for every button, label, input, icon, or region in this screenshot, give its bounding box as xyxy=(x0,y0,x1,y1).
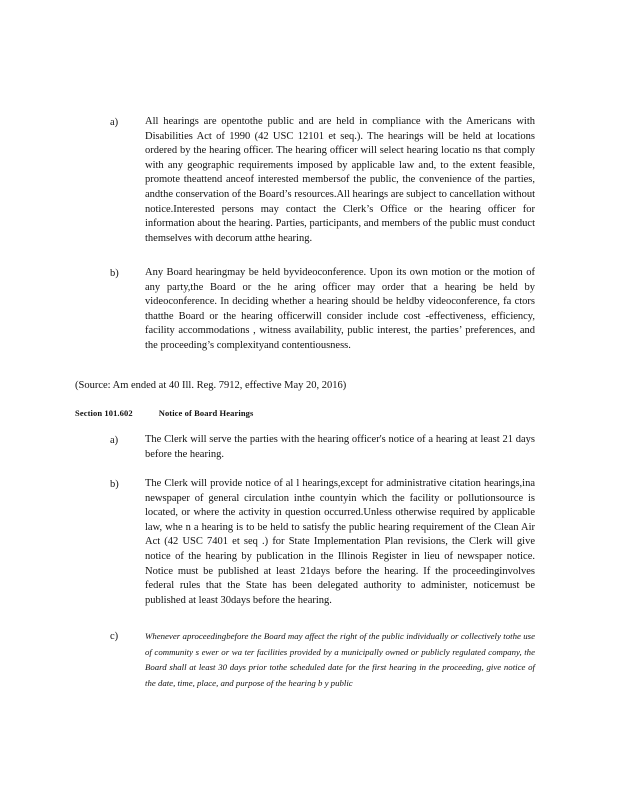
paragraph-marker: b) xyxy=(110,268,119,279)
section-title: Notice of Board Hearings xyxy=(158,408,254,418)
source-note: (Source: Am ended at 40 Ill. Reg. 7912, effective May 20, 2016) xyxy=(75,380,347,391)
paragraph-text: The Clerk will provide notice of al l hearings,except for administrative citation hearings,ina newspaper of general circulation inthe countyin which the facility or pollutionsource is located, or where the activity in question occurred.Unless otherwise required by applicable law, whe n a hearing is to be held to satisfy the public hearing requirement of the Clean Air Act (42 USC 7401 et seq .) for State Implementation Plan revisions, the Clerk will give notice of the hearing by publication in the Illinois Register in lieu of newspaper notice. Notice must be published at least 21days before the hearing. If the proceedinginvolves federal rules that the State has been delegated authority to administer, noticemust be published at least 30days before the hearing. xyxy=(145,478,535,606)
paragraph-marker: b) xyxy=(110,479,119,490)
paragraph-marker: a) xyxy=(110,117,119,128)
section-heading xyxy=(75,407,253,420)
paragraph-marker: c) xyxy=(110,631,119,642)
paragraph-text: The Clerk will serve the parties with the hearing officer's notice of a hearing at least 21 days before the hearing. xyxy=(145,434,535,460)
paragraph-text: Any Board hearingmay be held byvideoconference. Upon its own motion or the motion of any party,the Board or the he aring officer may order that a hearing be held by videoconference. In deciding whether a hearing should be heldby videoconference, fa ctors thatthe Board or the hearing officerwill consider include cost -effectiveness, efficiency, facility accommodations , witness availability, public interest, the parties’ preferences, and the proceeding’s complexityand contentiousness. xyxy=(145,267,535,351)
paragraph-marker: a) xyxy=(110,435,119,446)
section-number: Section 101.602 xyxy=(75,408,133,418)
paragraph-text: Whenever aproceedingbefore the Board may affect the right of the public individually or collectively tothe use of community s ewer or wa ter facilities provided by a municipally owned or publicly regulated company, the Board shall at least 30 days prior tothe scheduled date for the first hearing in the proceeding, give notice of the date, time, place, and purpose of the hearing b y public xyxy=(145,631,535,688)
paragraph-text: All hearings are opentothe public and are held in compliance with the Americans with Disabilities Act of 1990 (42 USC 12101 et seq.). The hearings will be held at locations ordered by the hearing officer. The hearing officer will select hearing locatio ns that comply with any geographic requirements imposed by applicable law and, to the extent feasible, promote theattend anceof interested membersof the public, the convenience of the parties, andthe conservation of the Board’s resources.All hearings are subject to cancellation without notice.Interested persons may contact the Clerk’s Office or the hearing officer for information about the hearing. Parties, participants, and members of the public must conduct themselves with decorum atthe hearing. xyxy=(145,116,535,244)
